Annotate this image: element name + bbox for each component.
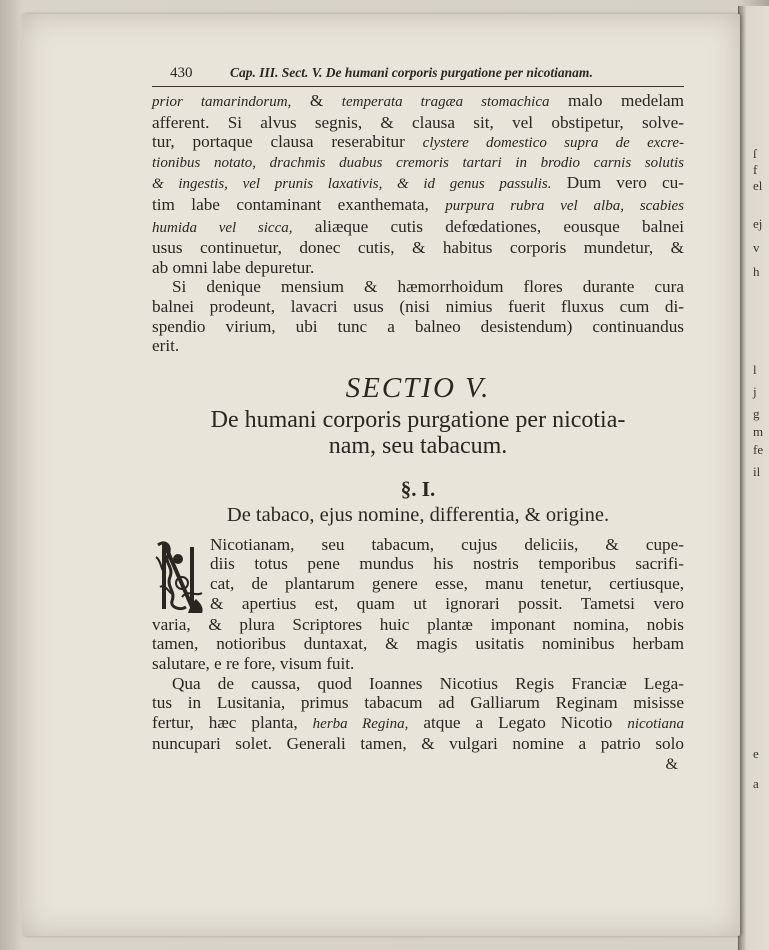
text-line: balnei prodeunt, lavacri usus (nisi nimius fuerit fluxus cum di- (152, 296, 684, 316)
running-head (152, 64, 684, 87)
text-line (152, 173, 684, 195)
edge-glyph: v (753, 240, 760, 255)
italic-span: herba Regina, (312, 715, 409, 732)
italic-span: purpura rubra vel alba, scabies (445, 197, 684, 214)
italic-span: prior tamarindorum, (152, 94, 292, 110)
italic-span: temperata tragæa stomachica (341, 94, 550, 110)
catchword: & (665, 755, 678, 773)
text-line: afferent. Si alvus segnis, & clausa sit, vel obstipetur, solve- (152, 112, 684, 132)
text-span: & (291, 91, 342, 110)
paragraph-mark: §. I. (400, 476, 436, 501)
text-span: Dum vero cu- (551, 173, 684, 193)
text-line (152, 91, 684, 113)
text-line (152, 713, 684, 735)
italic-span: humida vel sicca, (152, 219, 293, 236)
edge-glyph: el (753, 178, 763, 193)
text-span: malo medelam (549, 91, 684, 110)
text-line: tamen, notioribus duntaxat, & magis usitatis nominibus herbam (152, 634, 684, 654)
edge-glyph: ſ (753, 146, 757, 161)
edge-glyph: m (753, 424, 764, 439)
section-title: SECTIO V. (345, 371, 491, 404)
text-span: aliæque cutis defœdationes, eousque balnei (292, 216, 684, 236)
text-line: Qua de caussa, quod Ioannes Nicotius Regis Franciæ Lega- (172, 673, 684, 693)
text-line: Si denique mensium & hæmorrhoidum flores durante cura (172, 277, 684, 297)
text-block-body (152, 535, 684, 754)
text-line (152, 195, 684, 217)
text-line: erit. (152, 336, 180, 356)
page-content (152, 64, 684, 774)
text-line: salutare, e re fore, visum fuit. (152, 653, 355, 673)
edge-glyph: f (753, 162, 758, 177)
text-line (152, 217, 684, 239)
text-line: usus continuetur, donec cutis, & habitus corporis mundetur, & (152, 238, 684, 258)
text-line: varia, & plura Scriptores huic plantæ imponant nomina, nobis (152, 614, 684, 634)
text-span: atque a Legato Nicotio (408, 712, 628, 732)
text-block-top (152, 91, 684, 356)
text-line (152, 132, 684, 154)
text-span: tur, portaque clausa reserabitur (152, 132, 423, 152)
edge-glyph: h (753, 264, 760, 279)
text-span: fertur, hæc planta, (152, 712, 313, 732)
edge-glyph: ej (753, 216, 763, 231)
edge-glyph: l (753, 362, 757, 377)
ornamental-initial-n-icon (152, 537, 206, 615)
page-number: 430 (170, 65, 193, 81)
text-line: & apertius est, quam ut ignorari possit. Tametsi vero (210, 593, 684, 613)
text-line: ab omni labe depuretur. (152, 257, 315, 277)
text-span: tim labe contaminant exanthemata, (152, 194, 446, 214)
text-line: tionibus notato, drachmis duabus cremoris tartari in brodio carnis solutis (152, 154, 684, 171)
text-line: diis totus pene mundus his nostris temporibus sacrifi- (210, 554, 684, 574)
italic-span: clystere domestico supra de excre- (422, 135, 684, 152)
text-line: spendio virium, ubi tunc a balneo desistendum) continuandus (152, 316, 684, 336)
text-line: nuncupari solet. Generali tamen, & vulgari nomine a patrio solo (152, 734, 684, 754)
text-line: Nicotianam, seu tabacum, cujus deliciis, & cupe- (210, 534, 684, 554)
edge-glyph: j (753, 384, 757, 399)
section-subtitle (152, 407, 684, 459)
edge-glyph: fe (753, 442, 764, 457)
chapter-heading: De tabaco, ejus nomine, differentia, & origine. (226, 503, 610, 526)
edge-glyph: g (753, 406, 760, 421)
section-subtitle-line: De humani corporis purgatione per nicotia- (210, 406, 626, 433)
edge-glyph: a (753, 776, 759, 791)
edge-glyph: il (753, 464, 761, 479)
italic-span: & ingestis, vel prunis laxativis, & id genus passulis. (152, 176, 552, 193)
text-line: cat, de plantarum genere esse, manu tenetur, certiusque, (210, 573, 684, 593)
adjacent-page-edge (738, 6, 769, 950)
text-line: tus in Lusitania, primus tabacum ad Galliarum Reginam misisse (152, 693, 684, 713)
italic-span: nicotiana (627, 715, 684, 732)
section-subtitle-line: nam, seu tabacum. (328, 432, 508, 459)
edge-glyph: e (753, 746, 759, 761)
running-head-title: Cap. III. Sect. V. De humani corporis purgatione per nicotianam. (230, 65, 593, 80)
